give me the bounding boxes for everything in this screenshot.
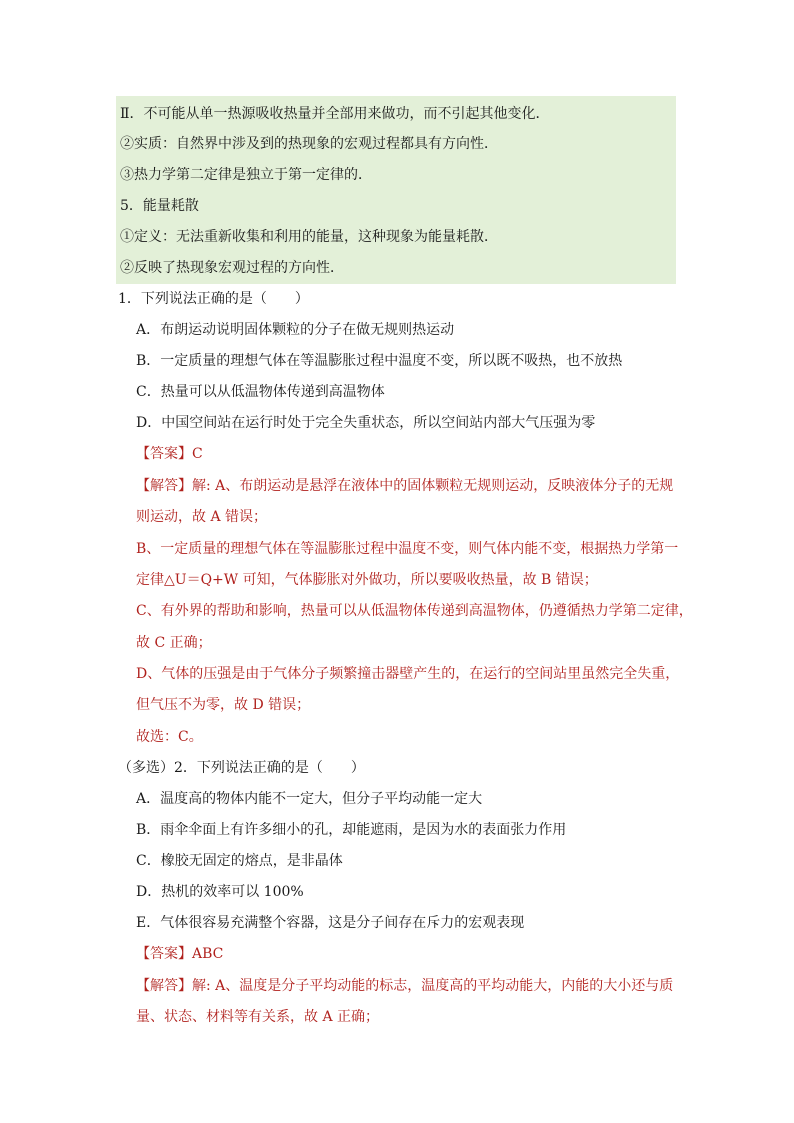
question-1-option-c: C．热量可以从低温物体传递到高温物体 [136,384,385,400]
question-1-answer: 【答案】C [136,446,203,462]
question-1-option-d: D．中国空间站在运行时处于完全失重状态，所以空间站内部大气压强为零 [136,415,596,431]
question-1-solution-line: C、有外界的帮助和影响，热量可以从低温物体传递到高温物体，仍遵循热力学第二定律， [136,603,693,619]
question-2-option-e: E．气体很容易充满整个容器，这是分子间存在斥力的宏观表现 [136,915,525,931]
question-1-option-b: B．一定质量的理想气体在等温膨胀过程中温度不变，所以既不吸热，也不放热 [136,353,623,369]
question-2-option-c: C．橡胶无固定的熔点，是非晶体 [136,853,343,869]
question-1-conclusion: 故选：C。 [136,729,203,745]
question-1-solution-line: D、气体的压强是由于气体分子频繁撞击器壁产生的，在运行的空间站里虽然完全失重， [136,666,680,682]
question-1-solution-line: 定律△U＝Q+W 可知，气体膨胀对外做功，所以要吸收热量，故 B 错误； [136,572,598,588]
knowledge-line: ②实质：自然界中涉及到的热现象的宏观过程都具有方向性． [120,136,498,152]
question-1-option-a: A．布朗运动说明固体颗粒的分子在做无规则热运动 [136,322,455,338]
question-2-solution-line: 量、状态、材料等有关系，故 A 正确； [136,1009,380,1025]
question-2-option-d: D．热机的效率可以 100% [136,884,304,900]
knowledge-heading: 5．能量耗散 [120,198,199,214]
knowledge-line: Ⅱ．不可能从单一热源吸收热量并全部用来做功，而不引起其他变化． [120,106,550,122]
question-1-solution-line: 但气压不为零，故 D 错误； [136,697,311,713]
knowledge-line: ②反映了热现象宏观过程的方向性． [120,260,344,276]
question-2-solution-line: 【解答】解: A、温度是分子平均动能的标志，温度高的平均动能大，内能的大小还与质 [136,978,674,994]
knowledge-line: ③热力学第二定律是独立于第一定律的． [120,167,372,183]
question-1-stem: 1．下列说法正确的是（ ） [118,291,309,307]
question-1-solution-line: 则运动，故 A 错误； [136,509,268,525]
knowledge-summary-box [116,96,676,284]
question-2-option-b: B．雨伞伞面上有许多细小的孔，却能遮雨，是因为水的表面张力作用 [136,822,567,838]
question-1-solution-line: 故 C 正确； [136,635,212,651]
question-1-solution-line: B、一定质量的理想气体在等温膨胀过程中温度不变，则气体内能不变，根据热力学第一 [136,541,679,557]
knowledge-line: ①定义：无法重新收集和利用的能量，这种现象为能量耗散． [120,229,498,245]
question-2-answer: 【答案】ABC [136,946,224,962]
question-2-option-a: A．温度高的物体内能不一定大，但分子平均动能一定大 [136,791,483,807]
question-2-stem: （多选）2．下列说法正确的是（ ） [118,760,365,776]
question-1-solution-line: 【解答】解: A、布朗运动是悬浮在液体中的固体颗粒无规则运动，反映液体分子的无规 [136,478,674,494]
